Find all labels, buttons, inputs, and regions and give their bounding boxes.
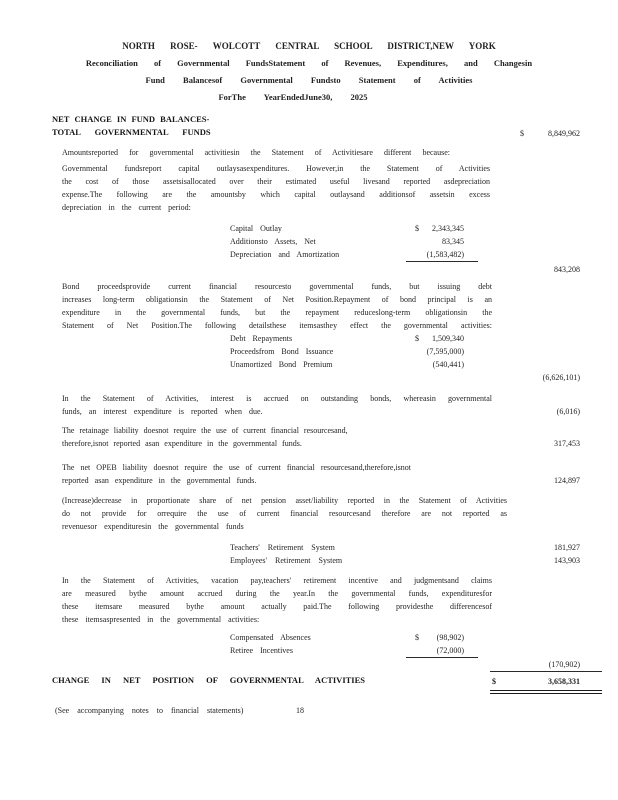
table-row-label: Proceedsfrom Bond Issuance bbox=[230, 347, 334, 356]
table-row-amount: 2,343,345 bbox=[432, 224, 464, 233]
subtotal-amount: (6,626,101) bbox=[542, 373, 580, 382]
paragraph-line: reported asan expenditure in the governmental funds. bbox=[62, 476, 257, 485]
currency-symbol: $ bbox=[415, 224, 419, 233]
table-row bbox=[0, 358, 618, 371]
footer-note: (See accompanying notes to financial statements) bbox=[55, 706, 244, 715]
page-number: 18 bbox=[296, 706, 304, 715]
currency-symbol: $ bbox=[415, 633, 419, 642]
bond-paragraph bbox=[62, 280, 492, 332]
subtotal-row bbox=[0, 658, 618, 671]
table-row-amount: 83,345 bbox=[442, 237, 464, 246]
paragraph-line: funds, an interest expenditure is reported when due. bbox=[62, 407, 263, 416]
table-row-amount: (7,595,000) bbox=[426, 347, 464, 356]
paragraph-line: therefore,isnot reported asan expenditure in the governmental funds. bbox=[62, 439, 302, 448]
paragraph-line: expense.The following are the amountsby which capital outlaysand additionsof assetsin excess bbox=[62, 190, 490, 199]
document-title-line-1: NORTH ROSE- WOLCOTT CENTRAL SCHOOL DISTRICT,NEW YORK bbox=[122, 41, 496, 51]
paragraph-line: Governmental fundsreport capital outlaysasexpenditures. However,in the Statement of Activities bbox=[62, 164, 490, 173]
table-row-label: Unamortized Bond Premium bbox=[230, 360, 333, 369]
line-item-amount: (6,016) bbox=[556, 407, 580, 416]
paragraph-line: revenuesor expendituresin the governmental funds bbox=[62, 522, 244, 531]
currency-symbol: $ bbox=[415, 334, 419, 343]
table-row-label: Teachers' Retirement System bbox=[230, 543, 335, 552]
line-item-amount: 124,897 bbox=[554, 476, 580, 485]
pension-paragraph bbox=[62, 494, 507, 533]
paragraph-line: In the Statement of Activities, vacation pay,teachers' retirement incentive and judgmentsand claims bbox=[62, 576, 492, 585]
table-row-label: Depreciation and Amortization bbox=[230, 250, 340, 259]
table-row bbox=[0, 345, 618, 358]
table-row-label: Capital Outlay bbox=[230, 224, 282, 233]
table-row bbox=[0, 541, 618, 554]
paragraph-line: Amountsreported for governmental activitiesin the Statement of Activitiesare different because: bbox=[62, 148, 450, 157]
subtotal-amount: 843,208 bbox=[554, 265, 580, 274]
currency-symbol: $ bbox=[520, 129, 524, 138]
amount-row bbox=[0, 474, 618, 487]
table-row bbox=[0, 222, 618, 235]
paragraph-line: The retainage liability doesnot require the use of current financial resourcesand, bbox=[62, 426, 348, 435]
table-row bbox=[0, 235, 618, 248]
table-row-label: Debt Repayments bbox=[230, 334, 293, 343]
table-row bbox=[0, 554, 618, 567]
subtotal-amount: (170,902) bbox=[548, 660, 580, 669]
document-title-line-2: Reconciliation of Governmental FundsStatement of Revenues, Expenditures, and Changesin bbox=[85, 58, 533, 68]
subtotal-rule bbox=[406, 261, 478, 262]
net-change-amount-row bbox=[0, 127, 618, 140]
paragraph-line: Bond proceedsprovide current financial resourcesto governmental funds, but issuing debt bbox=[62, 282, 492, 291]
paragraph-line: (Increase)decrease in proportionate share of net pension asset/liability reported in the Statement of Activities bbox=[62, 496, 507, 505]
paragraph-line: these itemsare measured bythe amount actually paid.The following providesthe differencesof bbox=[62, 602, 492, 611]
table-row-amount: 143,903 bbox=[554, 556, 580, 565]
table-row-amount: (98,902) bbox=[436, 633, 464, 642]
table-row-amount: (1,583,482) bbox=[426, 250, 464, 259]
net-change-heading-line-2: TOTAL GOVERNMENTAL FUNDS bbox=[52, 127, 211, 137]
paragraph-line: expenditure in the governmental funds, but the repayment reduceslong-term obligationsin the bbox=[62, 308, 492, 317]
capital-paragraph bbox=[62, 162, 490, 214]
table-row bbox=[0, 631, 618, 644]
paragraph-line: Statement of Net Position.The following detailsthese itemsasthey effect the governmental activities: bbox=[62, 321, 492, 330]
line-item-amount: 317,453 bbox=[554, 439, 580, 448]
document-title-line-4: ForThe YearEndedJune30, 2025 bbox=[218, 92, 368, 102]
table-row-label: Employees' Retirement System bbox=[230, 556, 343, 565]
paragraph-line: increases long-term obligationsin the Statement of Net Position.Repayment of bond principal is an bbox=[62, 295, 492, 304]
paragraph-line: do not provide for orrequire the use of current financial resourcesand therefore are not reported as bbox=[62, 509, 507, 518]
table-row bbox=[0, 644, 618, 657]
accrual-paragraph bbox=[62, 574, 492, 626]
subtotal-row bbox=[0, 371, 618, 384]
subtotal-row bbox=[0, 263, 618, 276]
paragraph-line: The net OPEB liability doesnot require the use of current financial resourcesand,therefore,isnot bbox=[62, 463, 412, 472]
total-rule bbox=[490, 671, 602, 672]
paragraph-line: the cost of those assetsisallocated over their estimated useful livesand reported asdepreciation bbox=[62, 177, 490, 186]
net-change-amount: 8,849,962 bbox=[548, 129, 580, 138]
table-row-label: Compensated Absences bbox=[230, 633, 311, 642]
closing-total-row bbox=[0, 675, 618, 688]
amount-row bbox=[0, 437, 618, 450]
table-row bbox=[0, 248, 618, 261]
intro-paragraph bbox=[62, 146, 450, 159]
closing-total-amount: 3,658,331 bbox=[548, 677, 580, 686]
amount-row bbox=[0, 405, 618, 418]
document-title-line-3: Fund Balancesof Governmental Fundsto Statement of Activities bbox=[145, 75, 473, 85]
table-row-amount: (540,441) bbox=[432, 360, 464, 369]
table-row-label: Additionsto Assets, Net bbox=[230, 237, 316, 246]
table-row bbox=[0, 332, 618, 345]
table-row-label: Retiree Incentives bbox=[230, 646, 293, 655]
paragraph-line: are measured bythe amount accrued during the year.In the governmental funds, expendituresfor bbox=[62, 589, 492, 598]
net-change-heading-line-1: NET CHANGE IN FUND BALANCES- bbox=[52, 114, 210, 124]
total-double-rule bbox=[490, 690, 602, 694]
paragraph-line: In the Statement of Activities, interest is accrued on outstanding bonds, whereasin governmental bbox=[62, 394, 492, 403]
currency-symbol: $ bbox=[492, 677, 496, 686]
table-row-amount: (72,000) bbox=[436, 646, 464, 655]
table-row-amount: 181,927 bbox=[554, 543, 580, 552]
paragraph-line: these itemsaspresented in the governmental activities: bbox=[62, 615, 260, 624]
closing-heading: CHANGE IN NET POSITION OF GOVERNMENTAL ACTIVITIES bbox=[52, 675, 366, 685]
table-row-amount: 1,509,340 bbox=[432, 334, 464, 343]
paragraph-line: depreciation in the current period: bbox=[62, 203, 191, 212]
document-title-block bbox=[0, 38, 618, 106]
